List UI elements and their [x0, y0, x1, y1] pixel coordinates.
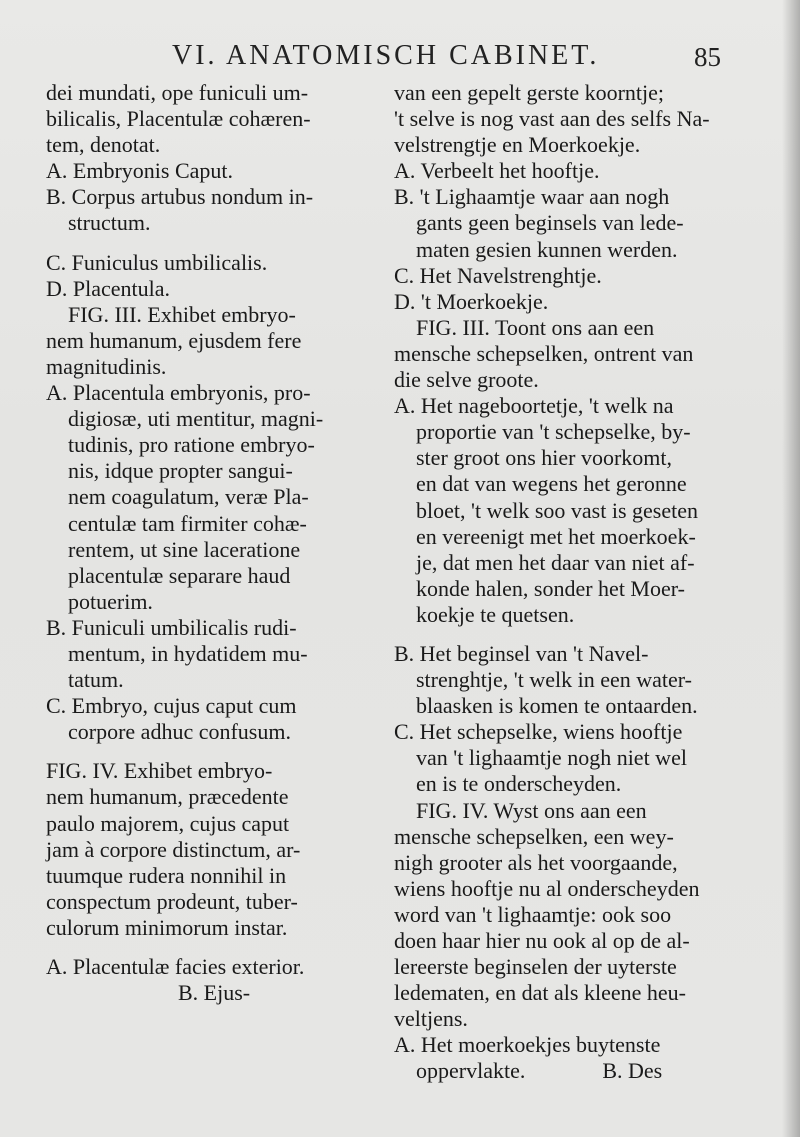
text-line: C. Embryo, cujus caput cum [46, 693, 297, 719]
text-line: strenghtje, 't welk in een water- [394, 667, 692, 693]
text-line: en vereenigt met het moerkoek- [394, 523, 696, 549]
text-line: tatum. [46, 667, 124, 693]
text-line: en is te onderscheyden. [394, 771, 622, 797]
text-line: velstrengtje en Moerkoekje. [394, 132, 641, 158]
text-line: A. Het nageboortetje, 't welk na [394, 393, 674, 419]
text-line: van een gepelt gerste koorntje; [394, 80, 665, 105]
text-line: 't selve is nog vast aan des selfs Na- [394, 106, 710, 132]
text-line: van 't lighaamtje nogh niet wel [394, 745, 687, 771]
text-line: ster groot ons hier voorkomt, [394, 445, 673, 471]
text-line: C. Het Navelstrenghtje. [394, 262, 602, 288]
text-line: mensche schepselken, ontrent van [394, 340, 694, 366]
text-line: gants geen beginsels van lede- [394, 210, 684, 236]
text-line: FIG. IV. Wyst ons aan een [394, 797, 647, 823]
latin-column [46, 80, 376, 1006]
text-line: A. Placentulæ facies exterior. [46, 954, 305, 979]
text-line: FIG. IV. Exhibet embryo- [46, 758, 273, 784]
text-line: D. Placentula. [46, 275, 171, 301]
text-line: word van 't lighaamtje: ook soo [394, 901, 672, 927]
page-number: 85 [694, 42, 721, 72]
text-line: magnitudinis. [46, 353, 167, 379]
text-line: je, dat men het daar van niet af- [394, 549, 695, 575]
text-line: nem humanum, præcedente [46, 784, 289, 810]
paragraph-gap [46, 237, 376, 250]
text-line: tem, denotat. [46, 132, 161, 158]
text-line: die selve groote. [394, 367, 539, 393]
paragraph-gap [46, 745, 376, 758]
text-line: conspectum prodeunt, tuber- [46, 888, 298, 914]
text-line: A. Placentula embryonis, pro- [46, 380, 311, 406]
text-line: nem humanum, ejusdem fere [46, 327, 302, 353]
text-line: A. Embryonis Caput. [46, 158, 233, 184]
text-line: A. Het moerkoekjes buytenste [394, 1032, 661, 1058]
text-line: C. Het schepselke, wiens hooftje [394, 719, 683, 745]
text-line: A. Verbeelt het hooftje. [394, 158, 600, 184]
text-line: bilicalis, Placentulæ cohæren- [46, 106, 311, 132]
text-line: B. 't Lighaamtje waar aan nogh [394, 184, 670, 210]
paragraph-gap [46, 941, 376, 954]
text-line: blaasken is komen te ontaarden. [394, 693, 698, 719]
paragraph-gap [394, 628, 734, 641]
text-line: koekje te quetsen. [394, 601, 575, 627]
text-line: maten gesien kunnen werden. [394, 236, 678, 262]
text-line: dei mundati, ope funiculi um- [46, 80, 309, 105]
text-line: tudinis, pro ratione embryo- [46, 432, 315, 458]
text-line: ledematen, en dat als kleene heu- [394, 980, 686, 1006]
text-line: C. Funiculus umbilicalis. [46, 249, 268, 275]
text-line: lereerste beginselen der uyterste [394, 954, 677, 980]
text-line: bloet, 't welk soo vast is geseten [394, 497, 698, 523]
text-line: digiosæ, uti mentitur, magni- [46, 406, 324, 432]
text-line: corpore adhuc confusum. [46, 719, 291, 745]
text-line: veltjens. [394, 1006, 468, 1032]
dutch-column [394, 80, 734, 1085]
text-line: potuerim. [46, 588, 153, 614]
text-line: jam à corpore distinctum, ar- [46, 836, 301, 862]
text-line: centulæ tam firmiter cohæ- [46, 510, 307, 536]
text-line: nis, idque propter sangui- [46, 458, 293, 484]
text-line: B. Funiculi umbilicalis rudi- [46, 614, 297, 640]
text-line: nem coagulatum, veræ Pla- [46, 484, 309, 510]
text-line: oppervlakte. B. Des [394, 1058, 663, 1084]
text-line: doen haar hier nu ook al op de al- [394, 928, 690, 953]
text-line: culorum minimorum instar. [46, 914, 288, 940]
text-line: konde halen, sonder het Moer- [394, 575, 685, 601]
text-line: B. Het beginsel van 't Navel- [394, 640, 649, 666]
text-line: tuumque rudera nonnihil in [46, 862, 287, 888]
text-line: paulo majorem, cujus caput [46, 810, 290, 836]
text-line: proportie van 't schepselke, by- [394, 419, 691, 445]
text-line: B. Ejus- [46, 980, 251, 1006]
text-line: wiens hooftje nu al onderscheyden [394, 875, 700, 901]
text-line: B. Corpus artubus nondum in- [46, 184, 314, 210]
text-line: en dat van wegens het geronne [394, 471, 687, 497]
text-line: FIG. III. Exhibet embryo- [46, 301, 296, 327]
page-edge-shadow [782, 0, 800, 1137]
text-line: placentulæ separare haud [46, 562, 291, 588]
text-line: structum. [46, 210, 151, 236]
text-line: D. 't Moerkoekje. [394, 288, 549, 314]
text-line: mensche schepselken, een wey- [394, 823, 674, 849]
page-title: VI. ANATOMISCH CABINET. [172, 40, 600, 71]
text-line: nigh grooter als het voorgaande, [394, 849, 678, 875]
text-line: mentum, in hydatidem mu- [46, 640, 308, 666]
text-line: FIG. III. Toont ons aan een [394, 314, 655, 340]
text-line: rentem, ut sine laceratione [46, 536, 301, 562]
running-header [0, 40, 800, 80]
